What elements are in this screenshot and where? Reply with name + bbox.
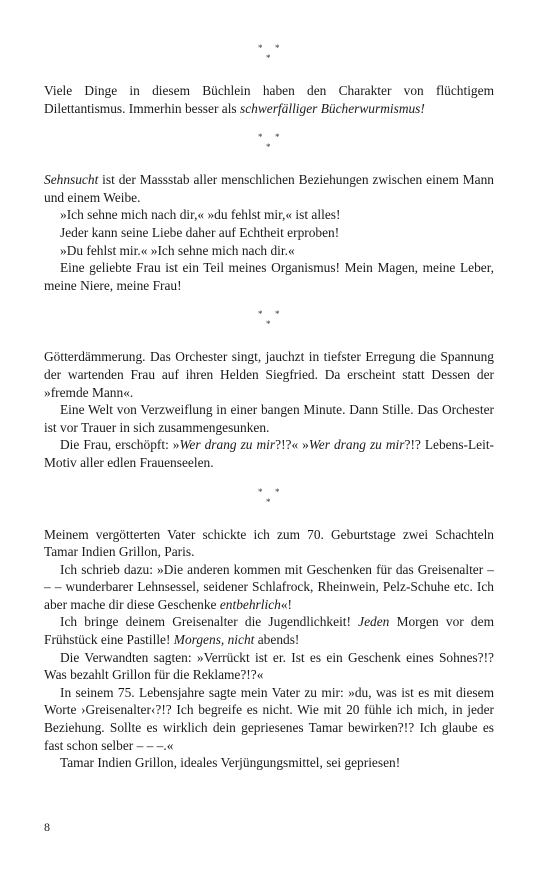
paragraph	[44, 561, 494, 614]
paragraph	[44, 401, 494, 436]
page-body	[44, 40, 494, 784]
paragraph	[44, 436, 494, 471]
italic-text: entbehrlich	[219, 596, 281, 612]
italic-text: Sehnsucht	[44, 172, 99, 188]
text-run: Viele Dinge in diesem Büchlein haben den Charakter von flüchtigem Dilettantismus. Immerhin besser als	[44, 83, 494, 116]
italic-text: schwerfälliger Bücherwurmismus!	[240, 100, 425, 116]
text-run: Die Frau, erschöpft: »	[60, 437, 180, 453]
paragraph	[44, 206, 494, 224]
paragraph	[44, 613, 494, 648]
paragraph	[44, 259, 494, 294]
section-separator	[44, 40, 494, 62]
paragraph	[44, 649, 494, 684]
asterisk: *	[266, 53, 271, 63]
asterisk: *	[275, 43, 280, 53]
asterisk: *	[275, 132, 280, 143]
asterisk: *	[275, 309, 280, 320]
asterisk: *	[275, 486, 280, 497]
paragraph	[44, 684, 494, 754]
text-run: abends!	[254, 632, 300, 648]
asterisk: *	[258, 132, 263, 143]
asterisk: *	[258, 309, 263, 320]
text-run: Ich schrieb dazu: »Die anderen kommen mit Geschenken für das Greisenalter – – – wunderbarer Lehnsessel, seidener Schlafrock, Rheinwein, Pelz-Schuhe etc. Ich aber mache dir diese Geschenke	[44, 561, 494, 612]
section-separator	[44, 129, 494, 151]
asterisk: *	[266, 319, 271, 330]
section-separator	[44, 306, 494, 328]
italic-text: Wer drang zu mir	[179, 437, 276, 453]
text-run: «!	[280, 596, 292, 612]
asterisk: *	[266, 142, 271, 153]
text-run: Morgen vor dem Frühstück eine Pastille!	[44, 614, 494, 648]
italic-text: Jeden	[358, 614, 390, 630]
italic-text: Morgens, nicht	[173, 632, 255, 648]
text-run: ?!?« »	[275, 437, 309, 453]
paragraph	[44, 754, 494, 772]
text-run: ist der Massstab aller menschlichen Beziehungen zwischen einem Mann und einem Weibe.	[44, 172, 494, 205]
section-separator	[44, 484, 494, 506]
text-run: »Ich sehne mich nach dir,« »du fehlst mir,« ist alles!	[60, 207, 341, 223]
text-run: »Du fehlst mir.« »Ich sehne mich nach dir.«	[60, 242, 295, 258]
paragraph	[44, 526, 494, 561]
paragraph	[44, 242, 494, 260]
paragraph	[44, 82, 494, 117]
text-run: Eine geliebte Frau ist ein Teil meines Organismus! Mein Magen, meine Leber, meine Niere, meine Frau!	[44, 260, 494, 293]
text-section	[44, 526, 494, 772]
text-run: Jeder kann seine Liebe daher auf Echtheit erproben!	[60, 224, 340, 240]
text-run: Tamar Indien Grillon, ideales Verjüngungsmittel, sei gepriesen!	[60, 755, 401, 771]
text-run: Ich bringe deinem Greisenalter die Jugendlichkeit!	[60, 614, 359, 630]
text-run: Eine Welt von Verzweiflung in einer bangen Minute. Dann Stille. Das Orchester ist vor Trauer in sich zusammengesunken.	[44, 402, 494, 435]
text-section	[44, 171, 494, 294]
text-section	[44, 348, 494, 471]
asterisk: *	[266, 496, 271, 507]
paragraph	[44, 348, 494, 401]
text-run: Die Verwandten sagten: »Verrückt ist er. Ist es ein Geschenk eines Sohnes?!? Was bezahlt Grillon für die Reklame?!?«	[44, 649, 494, 683]
text-run: Götterdämmerung. Das Orchester singt, jauchzt in tiefster Erregung die Spannung der wartenden Frau auf ihren Helden Siegfried. Da erscheint statt Dessen der »fremde Mann«.	[44, 349, 494, 400]
paragraph	[44, 171, 494, 206]
paragraph	[44, 224, 494, 242]
page-number: 8	[44, 820, 50, 834]
text-run: Meinem vergötterten Vater schickte ich zum 70. Geburtstage zwei Schachteln Tamar Indien Grillon, Paris.	[44, 526, 494, 560]
italic-text: Wer drang zu mir	[308, 437, 405, 453]
asterisk: *	[258, 486, 263, 497]
asterisk: *	[258, 43, 263, 53]
text-run: ?!? Lebens-Leit-Motiv aller edlen Frauenseelen.	[44, 437, 495, 470]
text-run: In seinem 75. Lebensjahre sagte mein Vater zu mir: »du, was ist es mit diesem Worte ›Greisenalter‹?!? Ich begreife es nicht. Wie mit 20 fühle ich mich, in jeder Beziehung. Sollte es wirklich dein gepriesenes Tamar bewirken?!? Ich glaube es fast schon selber – – –.«	[44, 684, 494, 753]
text-section	[44, 82, 494, 117]
